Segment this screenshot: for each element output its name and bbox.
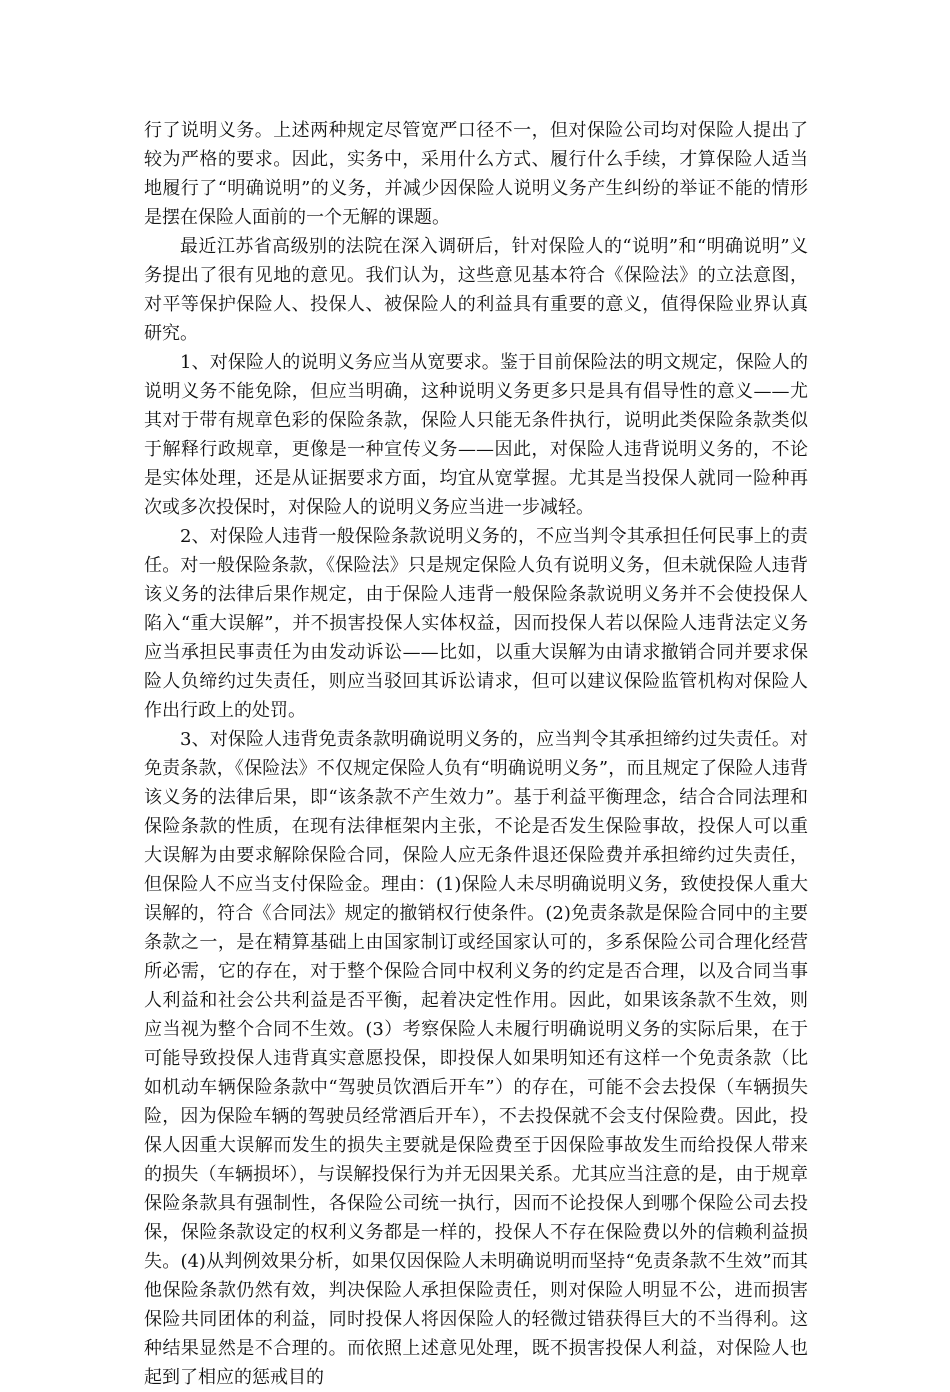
paragraph-intro: 最近江苏省高级别的法院在深入调研后，针对保险人的“说明”和“明确说明”义务提出了很有见地的意见。我们认为，这些意见基本符合《保险法》的立法意图，对平等保护保险人、投保人、被保险人的利益具有重要的意义，值得保险业界认真研究。 [144, 236, 808, 344]
paragraph-point-1: 1、对保险人的说明义务应当从宽要求。鉴于目前保险法的明文规定，保险人的说明义务不能免除，但应当明确，这种说明义务更多只是具有倡导性的意义——尤其对于带有规章色彩的保险条款，保险人只能无条件执行，说明此类保险条款类似于解释行政规章，更像是一种宣传义务——因此，对保险人违背说明义务的，不论是实体处理，还是从证据要求方面，均宜从宽掌握。尤其是当投保人就同一险种再次或多次投保时，对保险人的说明义务应当进一步减轻。 [144, 352, 808, 518]
paragraph-point-2: 2、对保险人违背一般保险条款说明义务的，不应当判令其承担任何民事上的责任。对一般保险条款，《保险法》只是规定保险人负有说明义务，但未就保险人违背该义务的法律后果作规定，由于保险人违背一般保险条款说明义务并不会使投保人陷入“重大误解”，并不损害投保人实体权益，因而投保人若以保险人违背法定义务应当承担民事责任为由发动诉讼——比如，以重大误解为由请求撤销合同并要求保险人负缔约过失责任，则应当驳回其诉讼请求，但可以建议保险监管机构对保险人作出行政上的处罚。 [144, 526, 808, 721]
document-page [144, 116, 808, 1392]
paragraph-point-3: 3、对保险人违背免责条款明确说明义务的，应当判令其承担缔约过失责任。对免责条款，《保险法》不仅规定保险人负有“明确说明义务”，而且规定了保险人违背该义务的法律后果，即“该条款不产生效力”。基于利益平衡理念，结合合同法理和保险条款的性质，在现有法律框架内主张，不论是否发生保险事故，投保人可以重大误解为由要求解除保险合同，保险人应无条件退还保险费并承担缔约过失责任，但保险人不应当支付保险金。理由：(1)保险人未尽明确说明义务，致使投保人重大误解的，符合《合同法》规定的撤销权行使条件。(2)免责条款是保险合同中的主要条款之一，是在精算基础上由国家制订或经国家认可的，多系保险公司合理化经营所必需，它的存在，对于整个保险合同中权利义务的约定是否合理，以及合同当事人利益和社会公共利益是否平衡，起着决定性作用。因此，如果该条款不生效，则应当视为整个合同不生效。(3）考察保险人未履行明确说明义务的实际后果，在于可能导致投保人违背真实意愿投保，即投保人如果明知还有这样一个免责条款（比如机动车辆保险条款中“驾驶员饮酒后开车”）的存在，可能不会去投保（车辆损失险，因为保险车辆的驾驶员经常酒后开车），不去投保就不会支付保险费。因此，投保人因重大误解而发生的损失主要就是保险费至于因保险事故发生而给投保人带来的损失（车辆损坏），与误解投保行为并无因果关系。尤其应当注意的是，由于规章保险条款具有强制性，各保险公司统一执行，因而不论投保人到哪个保险公司去投保，保险条款设定的权利义务都是一样的，投保人不存在保险费以外的信赖利益损失。(4)从判例效果分析，如果仅因保险人未明确说明而坚持“免责条款不生效”而其他保险条款仍然有效，判决保险人承担保险责任，则对保险人明显不公，进而损害保险共同团体的利益，同时投保人将因保险人的轻微过错获得巨大的不当得利。这种结果显然是不合理的。而依照上述意见处理，既不损害投保人利益，对保险人也起到了相应的惩戒目的 [144, 729, 808, 1388]
paragraph-continuation: 行了说明义务。上述两种规定尽管宽严口径不一，但对保险公司均对保险人提出了较为严格的要求。因此，实务中，采用什么方式、履行什么手续，才算保险人适当地履行了“明确说明”的义务，并减少因保险人说明义务产生纠纷的举证不能的情形是摆在保险人面前的一个无解的课题。 [144, 120, 808, 228]
